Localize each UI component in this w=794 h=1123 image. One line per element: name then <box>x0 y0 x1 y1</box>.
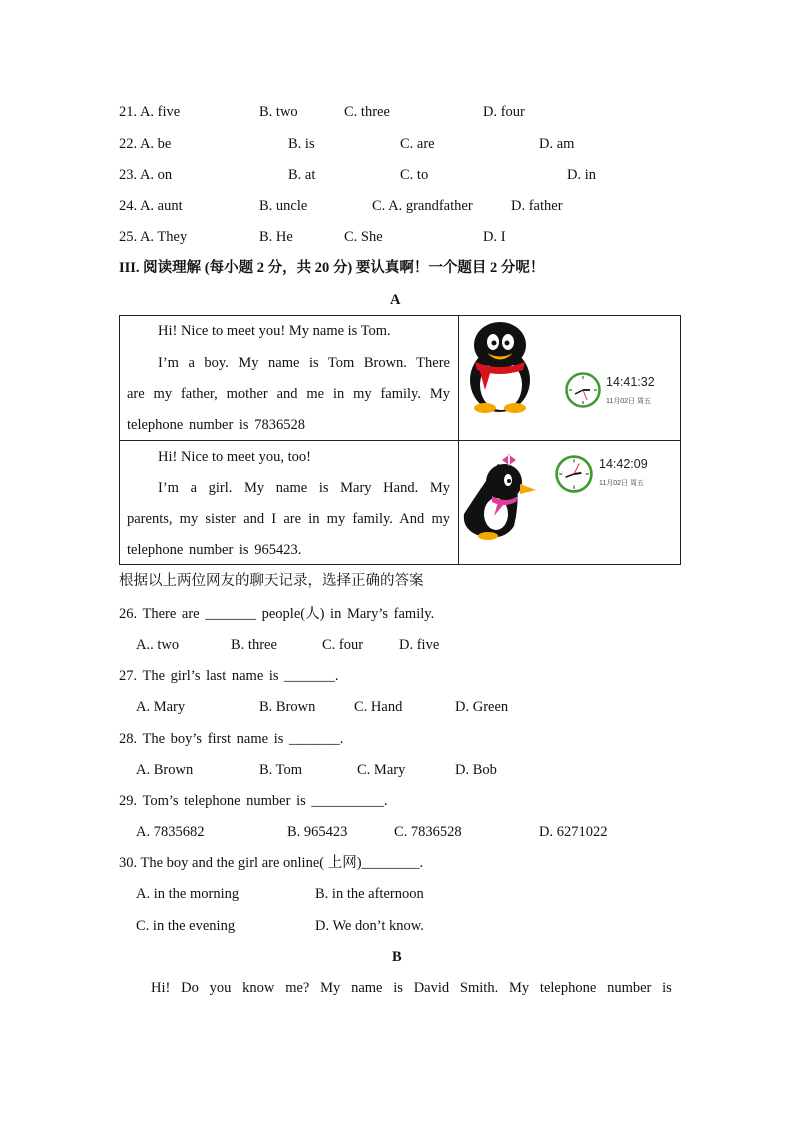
instruction: 根据以上两位网友的聊天记录，选择正确的答案 <box>119 573 424 589</box>
q26-b: B. three <box>231 637 277 653</box>
passage-b-label: B <box>392 949 402 965</box>
q29-d: D. 6271022 <box>539 824 608 840</box>
q26-a: A.. two <box>136 637 180 653</box>
pb-word: is <box>662 980 672 996</box>
clock-icon <box>565 372 601 408</box>
mary-line-4: telephone number is 965423. <box>127 542 302 558</box>
q29-stem: 29. Tom’s telephone number is __________. <box>119 793 388 809</box>
q30-stem: 30. The boy and the girl are online( 上网)________. <box>119 855 424 871</box>
q26-d: D. five <box>399 637 440 653</box>
q27-a: A. Mary <box>136 699 186 715</box>
pb-word: Smith. <box>459 980 499 996</box>
pb-word: is <box>393 980 403 996</box>
clock-2-time: 14:42:09 <box>599 457 648 471</box>
q29-a: A. 7835682 <box>136 824 205 840</box>
pb-word: My <box>320 980 341 996</box>
pb-word: telephone <box>539 980 597 996</box>
q26-c: C. four <box>322 637 364 653</box>
q21-d: D. four <box>483 104 525 120</box>
tom-line-1: Hi! Nice to meet you! My name is Tom. <box>158 323 391 339</box>
mary-line-3: parents, my sister and I are in my family. And my <box>127 511 450 527</box>
boy-penguin-icon <box>465 320 535 415</box>
q25-a: 25. A. They <box>119 229 188 245</box>
q21-a: 21. A. five <box>119 104 181 120</box>
passage-a-label: A <box>390 292 401 308</box>
pb-word: Hi! <box>151 980 171 996</box>
pb-word: me? <box>285 980 310 996</box>
q28-c: C. Mary <box>357 762 406 778</box>
q23-d: D. in <box>567 167 596 183</box>
clock-2-date: 11月02日 周五 <box>599 480 644 487</box>
q22-d: D. am <box>539 136 575 152</box>
mary-line-1: Hi! Nice to meet you, too! <box>158 449 312 465</box>
clock-icon <box>555 455 593 493</box>
q23-c: C. to <box>400 167 429 183</box>
q26-stem: 26. There are _______ people(人) in Mary’s family. <box>119 606 435 622</box>
pb-word: name <box>351 980 383 996</box>
q29-c: C. 7836528 <box>394 824 462 840</box>
table-divider-horizontal <box>119 440 681 441</box>
q23-a: 23. A. on <box>119 167 173 183</box>
q22-b: B. is <box>288 136 315 152</box>
passage-b-line-1 <box>151 979 672 997</box>
q27-stem: 27. The girl’s last name is _______. <box>119 668 339 684</box>
q28-stem: 28. The boy’s first name is _______. <box>119 731 344 747</box>
q29-b: B. 965423 <box>287 824 348 840</box>
q30-b: B. in the afternoon <box>315 886 424 902</box>
q24-d: D. father <box>511 198 563 214</box>
pb-word: David <box>413 980 450 996</box>
q21-c: C. three <box>344 104 390 120</box>
q25-b: B. He <box>259 229 293 245</box>
mary-line-2: I’m a girl. My name is Mary Hand. My <box>158 480 450 496</box>
q27-d: D. Green <box>455 699 509 715</box>
pb-word: know <box>242 980 275 996</box>
girl-penguin-icon <box>458 452 540 540</box>
q23-b: B. at <box>288 167 316 183</box>
q28-d: D. Bob <box>455 762 497 778</box>
q30-d: D. We don’t know. <box>315 918 424 934</box>
tom-line-2: I’m a boy. My name is Tom Brown. There <box>158 355 450 371</box>
pb-word: Do <box>181 980 199 996</box>
q21-b: B. two <box>259 104 298 120</box>
clock-1-date: 11月02日 周五 <box>606 398 651 405</box>
q25-d: D. I <box>483 229 506 245</box>
q27-c: C. Hand <box>354 699 403 715</box>
q28-a: A. Brown <box>136 762 194 778</box>
pb-word: My <box>508 980 530 996</box>
tom-line-3: are my father, mother and me in my family. My <box>127 386 450 402</box>
q27-b: B. Brown <box>259 699 316 715</box>
clock-1-time: 14:41:32 <box>606 375 655 389</box>
q22-a: 22. A. be <box>119 136 172 152</box>
q24-c: C. A. grandfather <box>372 198 473 214</box>
pb-word: number <box>607 980 652 996</box>
q28-b: B. Tom <box>259 762 303 778</box>
q24-a: 24. A. aunt <box>119 198 183 214</box>
q25-c: C. She <box>344 229 383 245</box>
q30-a: A. in the morning <box>136 886 240 902</box>
pb-word: you <box>209 980 232 996</box>
tom-line-4: telephone number is 7836528 <box>127 417 305 433</box>
q24-b: B. uncle <box>259 198 308 214</box>
q30-c: C. in the evening <box>136 918 236 934</box>
q22-c: C. are <box>400 136 435 152</box>
section-title: III. 阅读理解 (每小题 2 分，共 20 分) 要认真啊！一个题目 2 分呢！ <box>119 260 545 276</box>
